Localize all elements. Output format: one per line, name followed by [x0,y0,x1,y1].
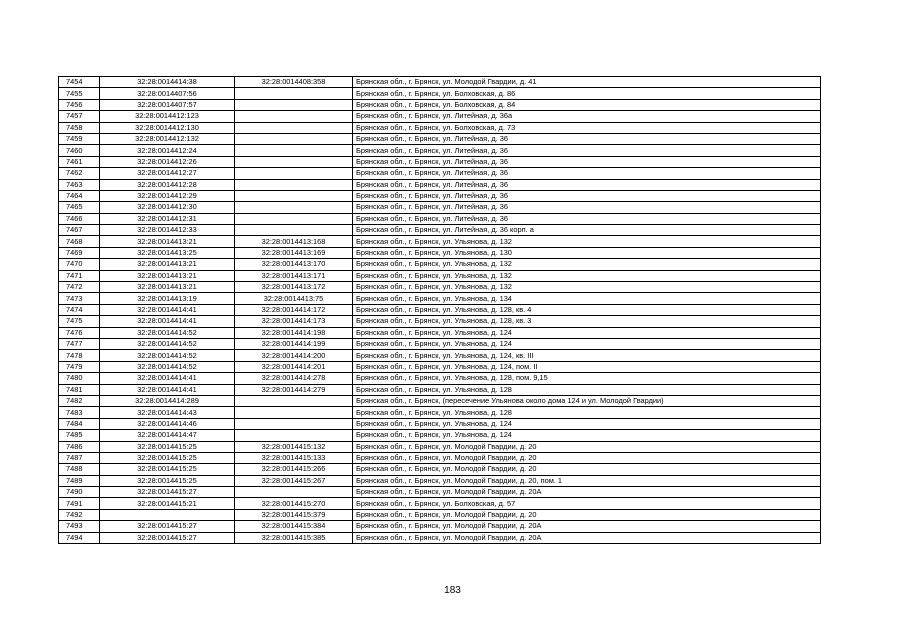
address-cell: Брянская обл., г. Брянск, ул. Ульянова, д. 124 [353,418,821,429]
table-row [59,270,821,281]
address-cell: Брянская обл., г. Брянск, ул. Литейная, д. 36 [353,213,821,224]
table-row [59,145,821,156]
table-row [59,350,821,361]
address-cell: Брянская обл., г. Брянск, ул. Молодой Гвардии, д. 20 [353,452,821,463]
cadastral-number-object-cell [235,145,353,156]
row-number-cell: 7483 [59,407,100,418]
address-cell: Брянская обл., г. Брянск, ул. Молодой Гвардии, д. 20 [353,509,821,520]
cadastral-number-object-cell [235,88,353,99]
table-row [59,521,821,532]
row-number-cell: 7494 [59,532,100,543]
cadastral-number-object-cell [235,156,353,167]
table-row [59,532,821,543]
cadastral-number-parcel-cell: 32:28:0014414:41 [100,384,235,395]
table-row [59,316,821,327]
table-row [59,213,821,224]
row-number-cell: 7468 [59,236,100,247]
table-row [59,384,821,395]
table-row [59,190,821,201]
address-cell: Брянская обл., г. Брянск, ул. Молодой Гвардии, д. 20 [353,464,821,475]
address-cell: Брянская обл., г. Брянск, ул. Ульянова, д. 124, кв. III [353,350,821,361]
table-row [59,338,821,349]
address-cell: Брянская обл., г. Брянск, ул. Литейная, д. 36 [353,168,821,179]
cadastral-number-object-cell [235,430,353,441]
address-cell: Брянская обл., г. Брянск, ул. Ульянова, д. 132 [353,259,821,270]
table-row [59,236,821,247]
table-body [59,77,821,544]
cadastral-number-object-cell: 32:28:0014413:172 [235,282,353,293]
row-number-cell: 7479 [59,361,100,372]
table-row [59,498,821,509]
row-number-cell: 7488 [59,464,100,475]
cadastral-number-object-cell: 32:28:0014415:379 [235,509,353,520]
row-number-cell: 7461 [59,156,100,167]
cadastral-number-parcel-cell: 32:28:0014414:52 [100,350,235,361]
cadastral-number-object-cell: 32:28:0014414:279 [235,384,353,395]
table-row [59,156,821,167]
address-cell: Брянская обл., г. Брянск, ул. Ульянова, д. 132 [353,236,821,247]
table-row [59,361,821,372]
address-cell: Брянская обл., г. Брянск, ул. Молодой Гвардии, д. 20А [353,521,821,532]
row-number-cell: 7458 [59,122,100,133]
cadastral-number-object-cell: 32:28:0014414:199 [235,338,353,349]
cadastral-number-object-cell [235,407,353,418]
cadastral-number-parcel-cell: 32:28:0014407:57 [100,99,235,110]
cadastral-number-parcel-cell: 32:28:0014413:19 [100,293,235,304]
cadastral-number-object-cell: 32:28:0014413:171 [235,270,353,281]
table-row [59,430,821,441]
address-cell: Брянская обл., г. Брянск, ул. Ульянова, д. 132 [353,282,821,293]
cadastral-number-object-cell: 32:28:0014414:200 [235,350,353,361]
cadastral-number-object-cell [235,133,353,144]
cadastral-number-parcel-cell: 32:28:0014414:43 [100,407,235,418]
cadastral-number-object-cell [235,111,353,122]
row-number-cell: 7487 [59,452,100,463]
cadastral-number-object-cell [235,395,353,406]
cadastral-number-parcel-cell: 32:28:0014414:38 [100,77,235,88]
cadastral-number-object-cell: 32:28:0014413:168 [235,236,353,247]
address-cell: Брянская обл., г. Брянск, ул. Литейная, д. 36 [353,133,821,144]
cadastral-number-parcel-cell: 32:28:0014412:132 [100,133,235,144]
address-cell: Брянская обл., г. Брянск, ул. Литейная, д. 36 [353,156,821,167]
row-number-cell: 7473 [59,293,100,304]
address-cell: Брянская обл., г. Брянск, ул. Литейная, д. 36 [353,190,821,201]
row-number-cell: 7491 [59,498,100,509]
row-number-cell: 7460 [59,145,100,156]
cadastral-number-object-cell: 32:28:0014414:172 [235,304,353,315]
cadastral-number-parcel-cell: 32:28:0014412:130 [100,122,235,133]
table-row [59,179,821,190]
address-cell: Брянская обл., г. Брянск, ул. Ульянова, д. 124 [353,327,821,338]
table-row [59,441,821,452]
cadastral-number-parcel-cell: 32:28:0014414:41 [100,373,235,384]
cadastral-number-object-cell: 32:28:0014414:173 [235,316,353,327]
cadastral-number-parcel-cell: 32:28:0014413:21 [100,236,235,247]
row-number-cell: 7474 [59,304,100,315]
address-cell: Брянская обл., г. Брянск, ул. Молодой Гвардии, д. 41 [353,77,821,88]
row-number-cell: 7455 [59,88,100,99]
address-cell: Брянская обл., г. Брянск, ул. Болховская, д. 86 [353,88,821,99]
cadastral-number-object-cell: 32:28:0014415:133 [235,452,353,463]
table-row [59,202,821,213]
cadastral-number-object-cell: 32:28:0014413:75 [235,293,353,304]
cadastral-number-object-cell [235,213,353,224]
cadastral-number-object-cell [235,99,353,110]
table-row [59,99,821,110]
cadastral-number-object-cell: 32:28:0014415:270 [235,498,353,509]
row-number-cell: 7465 [59,202,100,213]
cadastral-number-parcel-cell: 32:28:0014412:123 [100,111,235,122]
row-number-cell: 7454 [59,77,100,88]
table-row [59,327,821,338]
row-number-cell: 7472 [59,282,100,293]
cadastral-number-parcel-cell: 32:28:0014407:56 [100,88,235,99]
cadastral-number-parcel-cell: 32:28:0014412:27 [100,168,235,179]
row-number-cell: 7493 [59,521,100,532]
address-cell: Брянская обл., г. Брянск, ул. Ульянова, д. 124, пом. II [353,361,821,372]
table-row [59,407,821,418]
cadastral-number-parcel-cell: 32:28:0014412:26 [100,156,235,167]
cadastral-number-parcel-cell: 32:28:0014415:25 [100,464,235,475]
address-cell: Брянская обл., г. Брянск, ул. Болховская, д. 73 [353,122,821,133]
property-register-table [58,76,821,544]
cadastral-number-object-cell: 32:28:0014415:385 [235,532,353,543]
row-number-cell: 7456 [59,99,100,110]
cadastral-number-object-cell: 32:28:0014415:267 [235,475,353,486]
cadastral-number-parcel-cell: 32:28:0014414:52 [100,338,235,349]
row-number-cell: 7492 [59,509,100,520]
cadastral-number-object-cell: 32:28:0014415:132 [235,441,353,452]
cadastral-number-object-cell [235,122,353,133]
cadastral-number-object-cell [235,179,353,190]
row-number-cell: 7464 [59,190,100,201]
table-row [59,168,821,179]
cadastral-number-object-cell: 32:28:0014414:278 [235,373,353,384]
cadastral-number-object-cell: 32:28:0014415:384 [235,521,353,532]
table-row [59,88,821,99]
table-row [59,452,821,463]
cadastral-number-parcel-cell: 32:28:0014415:27 [100,521,235,532]
address-cell: Брянская обл., г. Брянск, ул. Литейная, д. 36 [353,145,821,156]
address-cell: Брянская обл., г. Брянск, ул. Болховская, д. 57 [353,498,821,509]
cadastral-number-object-cell [235,418,353,429]
table-row [59,225,821,236]
cadastral-number-object-cell [235,202,353,213]
row-number-cell: 7481 [59,384,100,395]
cadastral-number-object-cell: 32:28:0014415:266 [235,464,353,475]
cadastral-number-object-cell [235,225,353,236]
cadastral-number-parcel-cell: 32:28:0014415:25 [100,441,235,452]
address-cell: Брянская обл., г. Брянск, ул. Литейная, д. 36 [353,179,821,190]
cadastral-number-parcel-cell: 32:28:0014413:25 [100,247,235,258]
cadastral-number-object-cell: 32:28:0014414:201 [235,361,353,372]
table-row [59,418,821,429]
page-number: 183 [444,585,461,596]
row-number-cell: 7457 [59,111,100,122]
cadastral-number-parcel-cell: 32:28:0014414:52 [100,361,235,372]
cadastral-number-parcel-cell: 32:28:0014415:21 [100,498,235,509]
address-cell: Брянская обл., г. Брянск, ул. Литейная, д. 36а [353,111,821,122]
table-row [59,259,821,270]
address-cell: Брянская обл., г. Брянск, ул. Ульянова, д. 134 [353,293,821,304]
row-number-cell: 7459 [59,133,100,144]
address-cell: Брянская обл., г. Брянск, ул. Ульянова, д. 128 [353,407,821,418]
row-number-cell: 7484 [59,418,100,429]
cadastral-number-parcel-cell: 32:28:0014412:31 [100,213,235,224]
table-row [59,475,821,486]
cadastral-number-parcel-cell: 32:28:0014413:21 [100,282,235,293]
table-row [59,373,821,384]
address-cell: Брянская обл., г. Брянск, ул. Ульянова, д. 124 [353,430,821,441]
table-row [59,111,821,122]
row-number-cell: 7463 [59,179,100,190]
address-cell: Брянская обл., г. Брянск, ул. Ульянова, д. 128, пом. 9,15 [353,373,821,384]
address-cell: Брянская обл., г. Брянск, ул. Болховская, д. 84 [353,99,821,110]
cadastral-number-parcel-cell: 32:28:0014415:27 [100,487,235,498]
table-row [59,395,821,406]
table-row [59,282,821,293]
row-number-cell: 7478 [59,350,100,361]
cadastral-number-parcel-cell: 32:28:0014413:21 [100,259,235,270]
table-row [59,304,821,315]
table-row [59,122,821,133]
address-cell: Брянская обл., г. Брянск, ул. Литейная, д. 36 [353,202,821,213]
cadastral-number-parcel-cell: 32:28:0014413:21 [100,270,235,281]
row-number-cell: 7489 [59,475,100,486]
cadastral-number-parcel-cell: 32:28:0014412:28 [100,179,235,190]
table-row [59,464,821,475]
address-cell: Брянская обл., г. Брянск, ул. Молодой Гвардии, д. 20А [353,532,821,543]
row-number-cell: 7485 [59,430,100,441]
table-row [59,77,821,88]
row-number-cell: 7480 [59,373,100,384]
table-row [59,133,821,144]
address-cell: Брянская обл., г. Брянск, ул. Ульянова, д. 128 [353,384,821,395]
row-number-cell: 7482 [59,395,100,406]
cadastral-number-parcel-cell: 32:28:0014414:52 [100,327,235,338]
address-cell: Брянская обл., г. Брянск, ул. Молодой Гвардии, д. 20 [353,441,821,452]
row-number-cell: 7462 [59,168,100,179]
address-cell: Брянская обл., г. Брянск, ул. Молодой Гвардии, д. 20А [353,487,821,498]
cadastral-number-parcel-cell: 32:28:0014414:41 [100,304,235,315]
cadastral-number-parcel-cell: 32:28:0014414:47 [100,430,235,441]
row-number-cell: 7469 [59,247,100,258]
row-number-cell: 7466 [59,213,100,224]
row-number-cell: 7475 [59,316,100,327]
cadastral-number-parcel-cell: 32:28:0014414:46 [100,418,235,429]
cadastral-number-object-cell: 32:28:0014413:170 [235,259,353,270]
cadastral-number-parcel-cell: 32:28:0014415:27 [100,532,235,543]
address-cell: Брянская обл., г. Брянск, ул. Молодой Гвардии, д. 20, пом. 1 [353,475,821,486]
row-number-cell: 7471 [59,270,100,281]
cadastral-number-parcel-cell: 32:28:0014415:25 [100,452,235,463]
table-row [59,487,821,498]
cadastral-number-parcel-cell: 32:28:0014415:25 [100,475,235,486]
cadastral-number-object-cell: 32:28:0014414:198 [235,327,353,338]
row-number-cell: 7490 [59,487,100,498]
table-row [59,293,821,304]
address-cell: Брянская обл., г. Брянск, ул. Литейная, д. 36 корп. а [353,225,821,236]
cadastral-number-parcel-cell: 32:28:0014412:24 [100,145,235,156]
table-row [59,509,821,520]
cadastral-number-parcel-cell: 32:28:0014412:30 [100,202,235,213]
cadastral-number-parcel-cell: 32:28:0014414:289 [100,395,235,406]
row-number-cell: 7477 [59,338,100,349]
cadastral-number-object-cell: 32:28:0014408:358 [235,77,353,88]
cadastral-number-parcel-cell: 32:28:0014412:29 [100,190,235,201]
cadastral-number-object-cell [235,487,353,498]
row-number-cell: 7467 [59,225,100,236]
address-cell: Брянская обл., г. Брянск, ул. Ульянова, д. 124 [353,338,821,349]
address-cell: Брянская обл., г. Брянск, ул. Ульянова, д. 128, кв. 4 [353,304,821,315]
cadastral-number-parcel-cell: 32:28:0014414:41 [100,316,235,327]
cadastral-number-object-cell [235,190,353,201]
address-cell: Брянская обл., г. Брянск, (пересечение Ульянова около дома 124 и ул. Молодой Гвардии) [353,395,821,406]
cadastral-number-object-cell: 32:28:0014413:169 [235,247,353,258]
row-number-cell: 7486 [59,441,100,452]
row-number-cell: 7470 [59,259,100,270]
address-cell: Брянская обл., г. Брянск, ул. Ульянова, д. 132 [353,270,821,281]
table-row [59,247,821,258]
address-cell: Брянская обл., г. Брянск, ул. Ульянова, д. 130 [353,247,821,258]
row-number-cell: 7476 [59,327,100,338]
cadastral-number-parcel-cell: 32:28:0014412:33 [100,225,235,236]
cadastral-number-object-cell [235,168,353,179]
cadastral-number-parcel-cell [100,509,235,520]
address-cell: Брянская обл., г. Брянск, ул. Ульянова, д. 128, кв. 3 [353,316,821,327]
